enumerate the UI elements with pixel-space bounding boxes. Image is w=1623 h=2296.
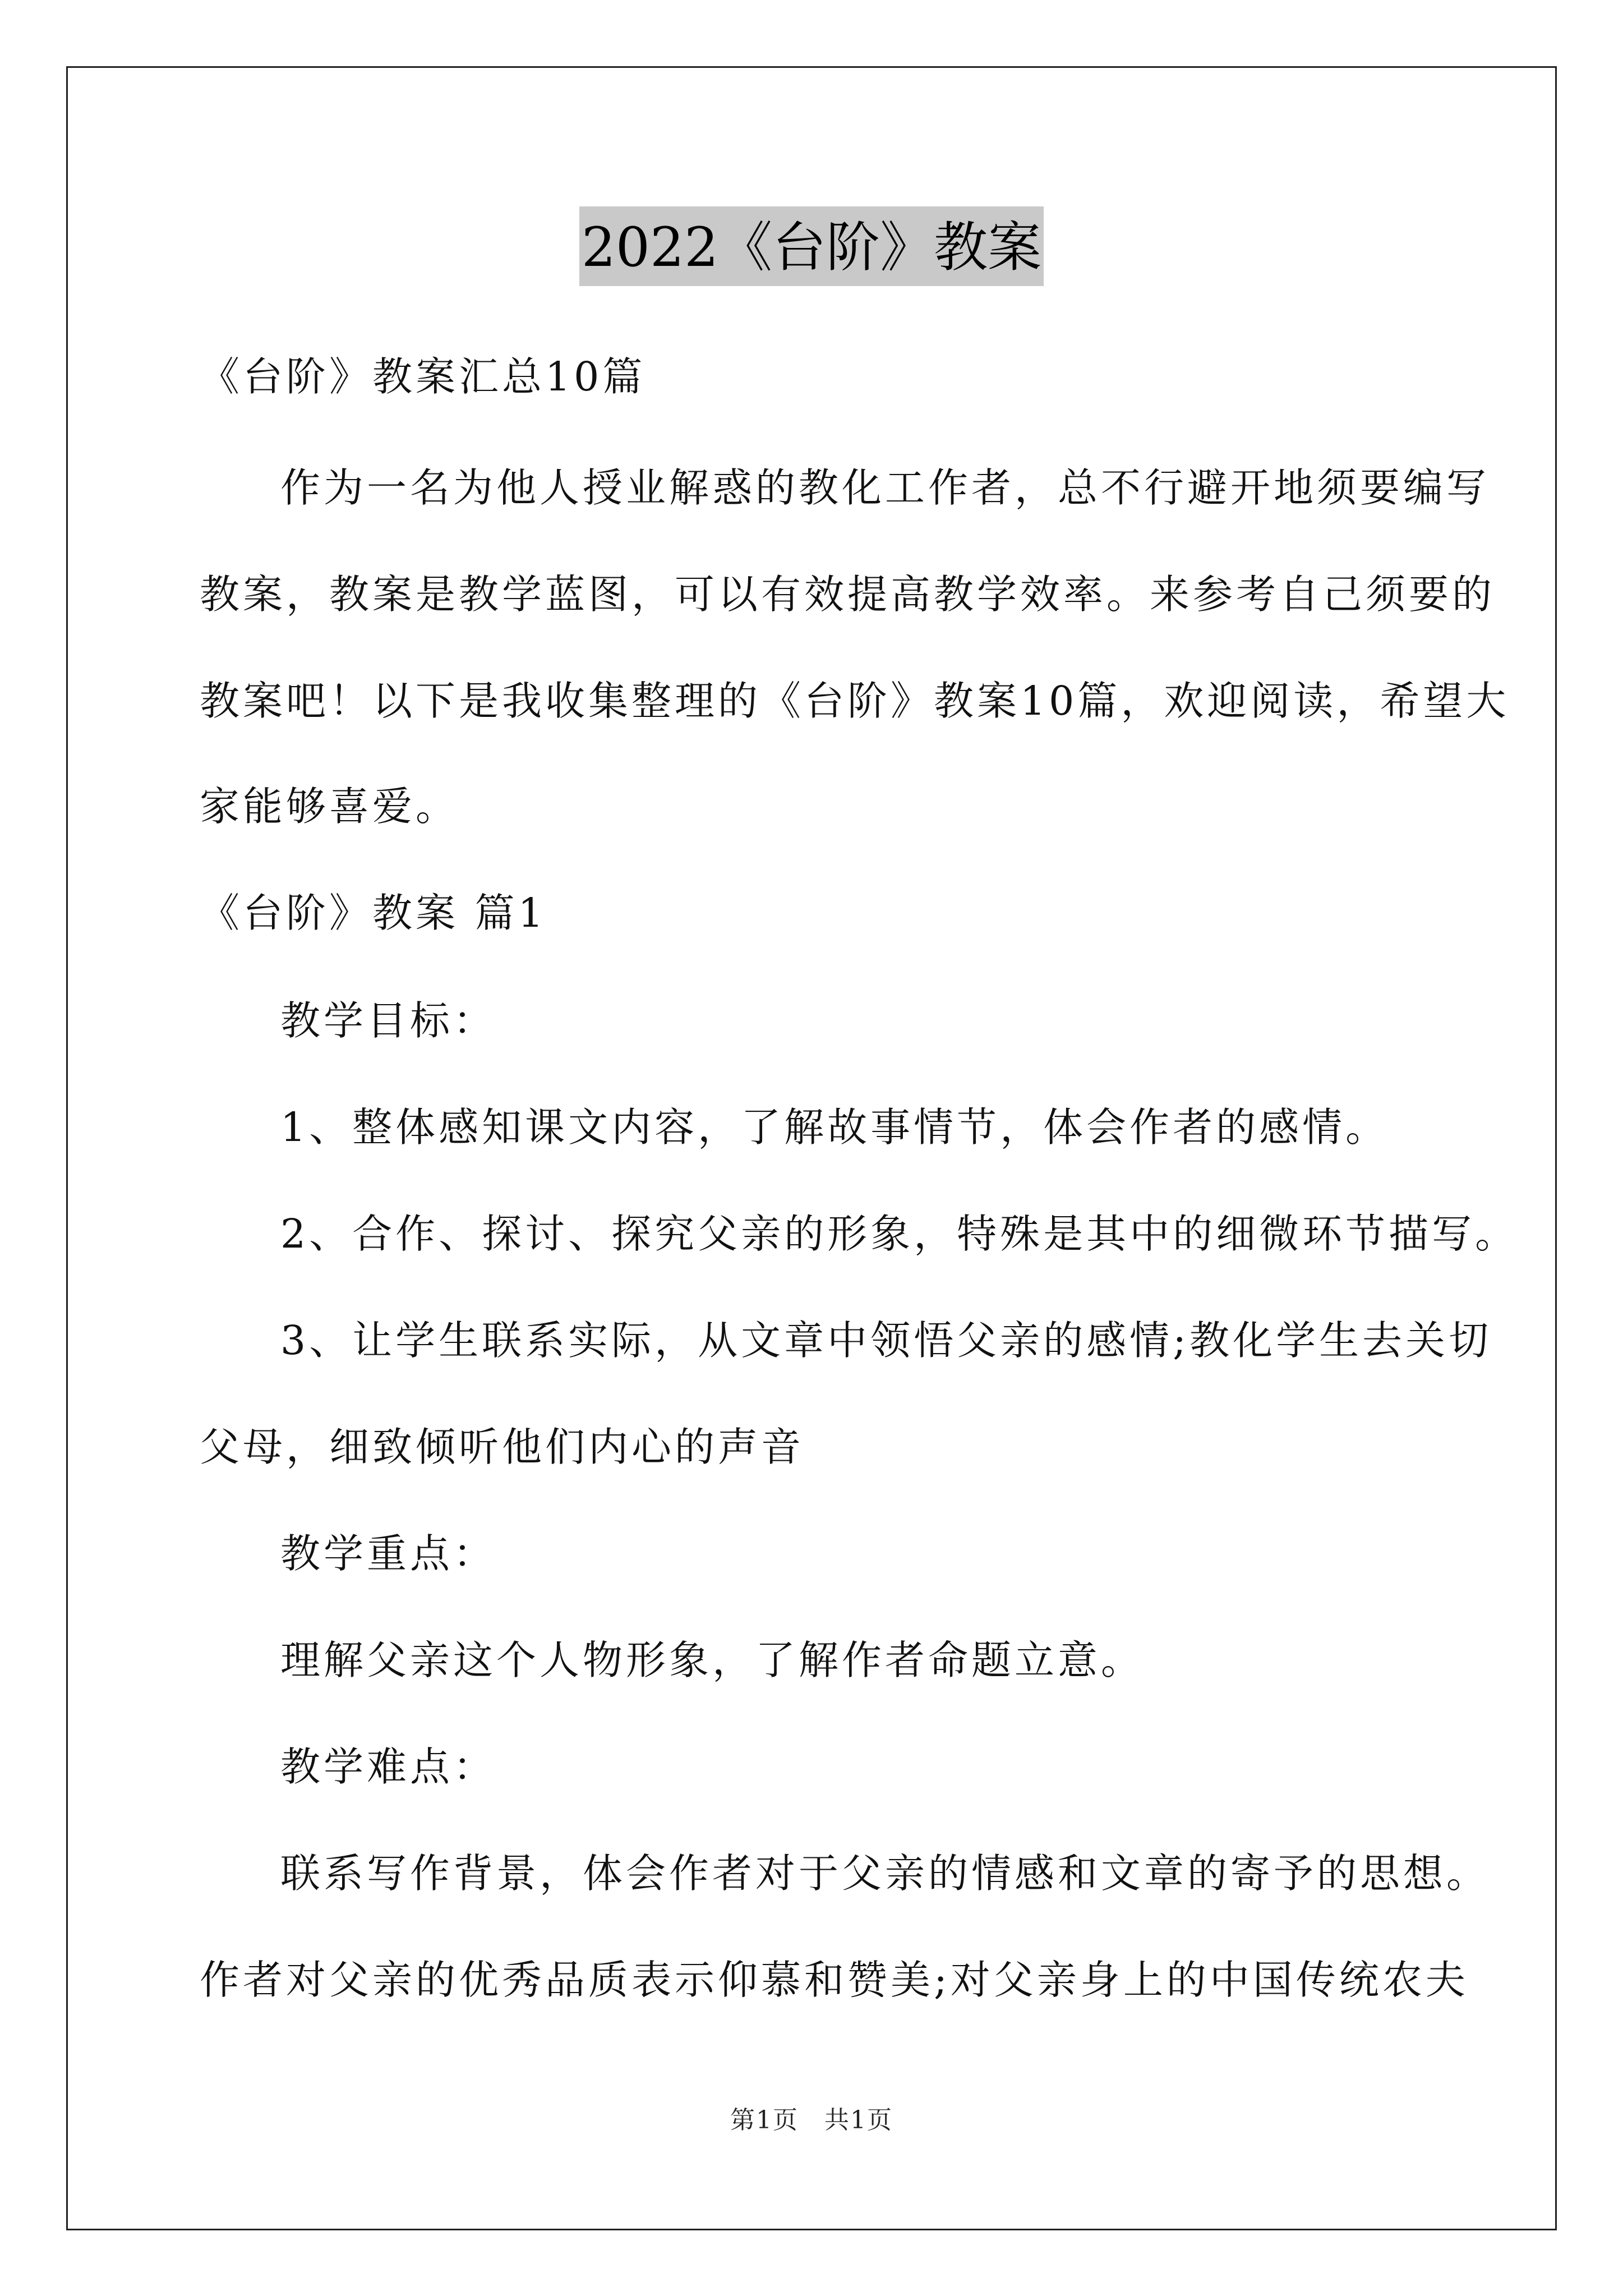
- goals-heading: 教学目标：: [280, 997, 497, 1044]
- intro-paragraph-line-2: 教案，教案是教学蓝图，可以有效提高教学效率。来参考自己须要的: [200, 571, 1496, 618]
- intro-paragraph-line-3: 教案吧！以下是我收集整理的《台阶》教案10篇，欢迎阅读，希望大: [200, 678, 1510, 724]
- goal-item-3-line-1: 3、让学生联系实际，从文章中领悟父亲的感情;教化学生去关切: [280, 1317, 1492, 1364]
- difficulties-heading: 教学难点：: [280, 1743, 497, 1790]
- title-container: [0, 206, 1623, 286]
- goal-item-2: 2、合作、探讨、探究父亲的形象，特殊是其中的细微环节描写。: [280, 1211, 1519, 1257]
- goal-item-3-line-2: 父母，细致倾听他们内心的声音: [200, 1424, 805, 1470]
- key-points-text: 理解父亲这个人物形象，了解作者命题立意。: [280, 1637, 1145, 1683]
- subtitle-line: 《台阶》教案汇总10篇: [200, 353, 646, 400]
- goal-item-1: 1、整体感知课文内容，了解故事情节，体会作者的感情。: [280, 1104, 1389, 1151]
- key-points-heading: 教学重点：: [280, 1530, 497, 1577]
- page-footer: 第1页 共1页: [730, 2106, 893, 2134]
- section-heading-1: 《台阶》教案 篇1: [200, 890, 547, 936]
- difficulties-text-line-2: 作者对父亲的优秀品质表示仰慕和赞美;对父亲身上的中国传统农夫: [200, 1957, 1469, 2003]
- intro-paragraph-line-4: 家能够喜爱。: [200, 783, 459, 830]
- difficulties-text-line-1: 联系写作背景，体会作者对于父亲的情感和文章的寄予的思想。: [280, 1850, 1490, 1897]
- intro-paragraph-line-1: 作为一名为他人授业解惑的教化工作者，总不行避开地须要编写: [280, 464, 1490, 511]
- document-title: 2022《台阶》教案: [579, 206, 1044, 286]
